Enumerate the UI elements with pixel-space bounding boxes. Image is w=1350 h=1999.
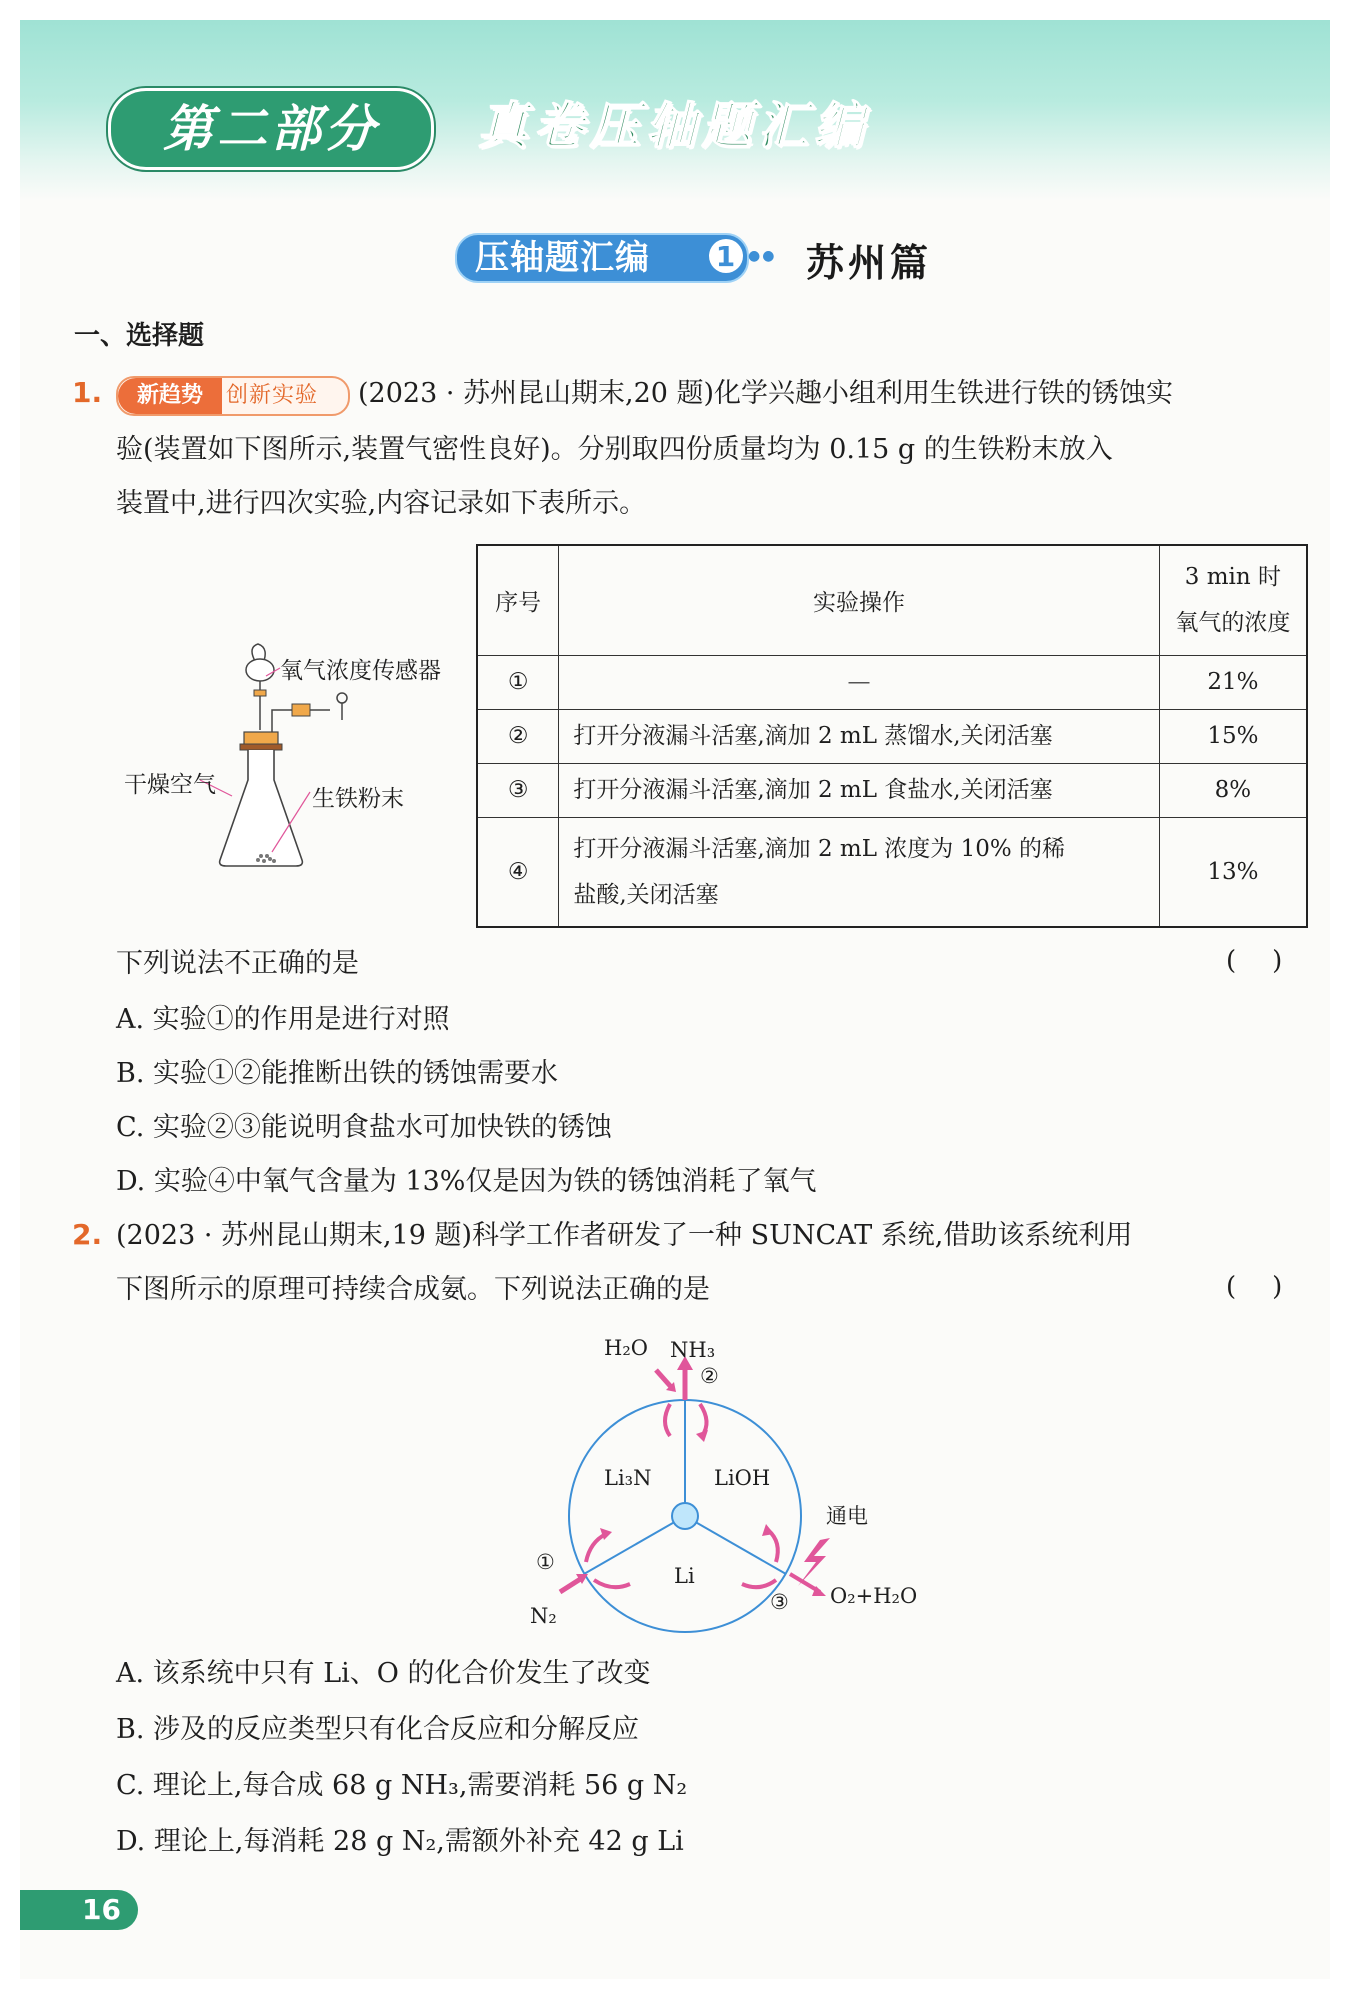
label-step-3: ③ <box>770 1590 789 1614</box>
figure-label-sensor: 氧气浓度传感器 <box>280 658 441 684</box>
table-cell-id: ② <box>477 709 559 763</box>
answer-blank: () <box>1226 1272 1319 1302</box>
option-d: D. 实验④中氧气含量为 13%仅是因为铁的锈蚀消耗了氧气 <box>116 1166 817 1197</box>
cycle-diagram <box>520 1330 940 1660</box>
label-h2o: H₂O <box>604 1336 648 1360</box>
table-header <box>1159 545 1307 655</box>
table-cell-op: 打开分液漏斗活塞,滴加 2 mL 蒸馏水,关闭活塞 <box>559 709 1159 763</box>
option-b: B. 涉及的反应类型只有化合反应和分解反应 <box>116 1714 640 1745</box>
table-cell-op: — <box>559 655 1159 709</box>
sub-title-label: 压轴题汇编 <box>475 238 650 278</box>
q1-line-1: (2023 · 苏州昆山期末,20 题)化学兴趣小组利用生铁进行铁的锈蚀实 <box>358 378 1174 409</box>
answer-blank: () <box>1226 946 1319 976</box>
figure-label-air: 干燥空气 <box>124 772 216 798</box>
sub-title-pill <box>455 233 749 283</box>
question-number: 1. <box>72 376 103 409</box>
table-cell-op-line: 打开分液漏斗活塞,滴加 2 mL 浓度为 10% 的稀 <box>573 835 1066 862</box>
table-row <box>477 817 1307 927</box>
table-header-row <box>477 545 1307 655</box>
table-cell-value: 21% <box>1159 655 1307 709</box>
table-header: 序号 <box>477 545 559 655</box>
table-cell-id: ① <box>477 655 559 709</box>
label-power: 通电 <box>826 1504 868 1528</box>
label-n2: N₂ <box>530 1604 557 1628</box>
sub-title-city: 苏州篇 <box>806 240 933 285</box>
table-row <box>477 655 1307 709</box>
table-cell-op: 打开分液漏斗活塞,滴加 2 mL 食盐水,关闭活塞 <box>559 763 1159 817</box>
table-cell-value: 8% <box>1159 763 1307 817</box>
label-step-1: ① <box>536 1550 555 1574</box>
badge-main: 新趋势 <box>118 378 222 414</box>
table-header-line: 氧气的浓度 <box>1175 610 1291 637</box>
option-d: D. 理论上,每消耗 28 g N₂,需额外补充 42 g Li <box>116 1826 684 1857</box>
q2-line-1: (2023 · 苏州昆山期末,19 题)科学工作者研发了一种 SUNCAT 系统,借助该系统利用 <box>116 1220 1133 1251</box>
label-nh3: NH₃ <box>670 1338 716 1362</box>
experiment-table <box>476 544 1308 928</box>
part-title: 真卷压轴题汇编 <box>478 97 870 155</box>
table-cell-id: ③ <box>477 763 559 817</box>
label-step-2: ② <box>700 1364 719 1388</box>
label-o2h2o: O₂+H₂O <box>830 1584 918 1608</box>
label-li3n: Li₃N <box>604 1466 652 1490</box>
question-badge <box>116 376 350 416</box>
table-cell-id: ④ <box>477 817 559 927</box>
table-header-line: 3 min 时 <box>1184 564 1281 591</box>
table-cell-value: 13% <box>1159 817 1307 927</box>
sub-title-dots: ●● <box>748 248 777 264</box>
q1-line-3: 装置中,进行四次实验,内容记录如下表所示。 <box>116 488 647 519</box>
option-a: A. 实验①的作用是进行对照 <box>116 1004 450 1035</box>
section-title: 一、选择题 <box>74 321 205 351</box>
sub-title-number: 1 <box>709 239 743 273</box>
q1-stem: 下列说法不正确的是 <box>116 948 359 979</box>
table-header: 实验操作 <box>559 545 1159 655</box>
q2-line-2: 下图所示的原理可持续合成氨。下列说法正确的是 <box>116 1274 710 1305</box>
option-c: C. 实验②③能说明食盐水可加快铁的锈蚀 <box>116 1112 612 1143</box>
q1-line-2: 验(装置如下图所示,装置气密性良好)。分别取四份质量均为 0.15 g 的生铁粉末放入 <box>116 434 1113 465</box>
option-b: B. 实验①②能推断出铁的锈蚀需要水 <box>116 1058 559 1089</box>
option-a: A. 该系统中只有 Li、O 的化合价发生了改变 <box>116 1658 651 1689</box>
question-number: 2. <box>72 1218 103 1251</box>
table-row <box>477 763 1307 817</box>
part-label: 第二部分 <box>108 88 434 170</box>
badge-sub: 创新实验 <box>226 383 319 408</box>
table-row <box>477 709 1307 763</box>
table-cell-value: 15% <box>1159 709 1307 763</box>
page-number: 16 <box>20 1890 138 1930</box>
label-lioh: LiOH <box>714 1466 771 1490</box>
table-cell-op-line: 盐酸,关闭活塞 <box>573 881 719 908</box>
table-cell-op <box>559 817 1159 927</box>
option-c: C. 理论上,每合成 68 g NH₃,需要消耗 56 g N₂ <box>116 1770 688 1801</box>
figure-label-powder: 生铁粉末 <box>312 786 404 812</box>
label-li: Li <box>674 1564 695 1588</box>
